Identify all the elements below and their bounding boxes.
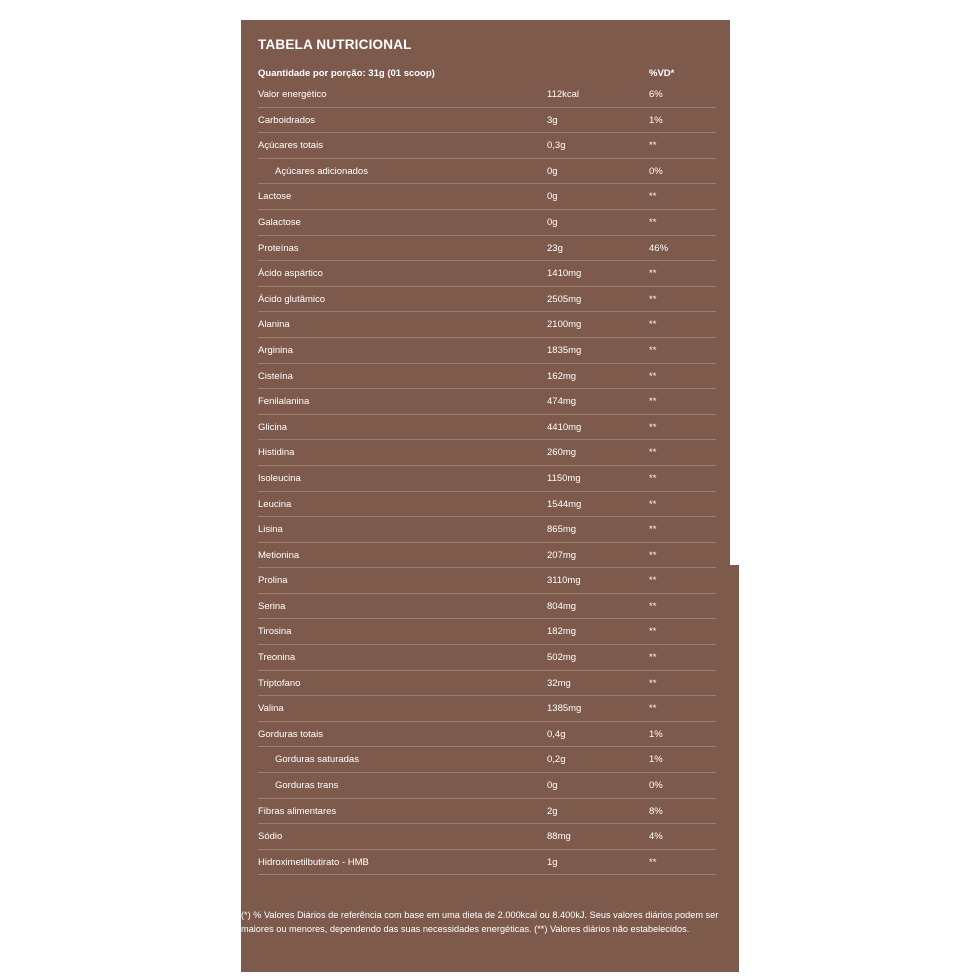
nutrient-name: Valina [258, 703, 284, 715]
table-row [258, 799, 716, 825]
table-row [258, 747, 716, 773]
nutrient-vd: ** [649, 370, 657, 382]
nutrient-name: Triptofano [258, 677, 301, 689]
table-row [258, 619, 716, 645]
nutrient-vd: ** [649, 140, 657, 152]
nutrient-name: Isoleucina [258, 472, 301, 484]
nutrient-vd: ** [649, 856, 657, 868]
nutrient-amount: 0g [547, 216, 558, 228]
nutrient-vd: ** [649, 396, 657, 408]
vd-header: %VD* [649, 68, 675, 79]
nutrient-name: Valor energético [258, 89, 327, 100]
nutrient-amount: 182mg [547, 626, 577, 638]
table-row [258, 824, 716, 850]
nutrient-amount: 207mg [547, 549, 577, 561]
nutrient-vd: ** [649, 703, 657, 715]
nutrient-name: Carboidrados [258, 114, 316, 126]
nutrient-amount: 1544mg [547, 498, 582, 510]
table-row [258, 492, 716, 518]
nutrient-name: Prolina [258, 575, 288, 587]
nutrient-name: Glicina [258, 421, 288, 433]
table-row [258, 364, 716, 390]
nutrient-vd: 1% [649, 754, 663, 766]
nutrient-name: Lisina [258, 524, 283, 536]
nutrient-name: Leucina [258, 498, 292, 510]
nutrient-amount: 804mg [547, 600, 577, 612]
table-row [258, 133, 716, 159]
nutrient-amount: 4410mg [547, 421, 582, 433]
nutrient-amount: 474mg [547, 396, 577, 408]
table-row [258, 543, 716, 569]
table-row [258, 210, 716, 236]
table-row [258, 645, 716, 671]
nutrient-amount: 23g [547, 242, 563, 254]
nutrient-vd: ** [649, 652, 657, 664]
table-row [258, 722, 716, 748]
nutrition-panel [241, 20, 730, 972]
nutrient-vd: ** [649, 575, 657, 587]
nutrient-amount: 88mg [547, 831, 571, 843]
table-row [258, 568, 716, 594]
nutrient-name: Proteínas [258, 242, 299, 254]
table-row [258, 517, 716, 543]
nutrient-amount: 2505mg [547, 293, 582, 305]
table-header-row [258, 68, 716, 82]
nutrient-name: Gorduras trans [275, 780, 339, 792]
nutrient-amount: 865mg [547, 524, 577, 536]
portion-header: Quantidade por porção: 31g (01 scoop) [258, 68, 435, 79]
table-row [258, 261, 716, 287]
nutrition-rows [258, 82, 716, 875]
nutrient-amount: 1835mg [547, 344, 582, 356]
nutrient-vd: ** [649, 472, 657, 484]
nutrient-name: Ácido glutâmico [258, 293, 326, 305]
table-row [258, 184, 716, 210]
table-row [258, 236, 716, 262]
nutrient-amount: 0g [547, 165, 558, 177]
nutrient-name: Açúcares adicionados [275, 165, 368, 177]
nutrient-amount: 0,2g [547, 754, 566, 766]
nutrient-name: Serina [258, 600, 286, 612]
nutrient-name: Alanina [258, 319, 290, 331]
table-title: TABELA NUTRICIONAL [258, 37, 412, 52]
nutrient-amount: 1150mg [547, 472, 581, 484]
nutrient-amount: 1385mg [547, 703, 582, 715]
nutrient-name: Tirosina [258, 626, 292, 638]
nutrient-name: Hidroximetilbutirato - HMB [258, 856, 369, 868]
nutrient-vd: ** [649, 421, 657, 433]
nutrient-vd: ** [649, 524, 657, 536]
footnote: (*) % Valores Diários de referência com base em uma dieta de 2.000kcal ou 8.400kJ. Seus valores diários podem ser maiores ou menores, dependendo das suas necessidades energéticas. (**) Valores diários não estabelecidos. [241, 910, 719, 934]
nutrient-vd: 0% [649, 780, 663, 792]
nutrient-name: Gorduras saturadas [275, 754, 359, 766]
nutrient-amount: 112kcal [547, 89, 580, 100]
nutrient-name: Histidina [258, 447, 295, 459]
nutrient-vd: ** [649, 191, 657, 203]
nutrient-amount: 0,3g [547, 140, 566, 152]
nutrient-vd: ** [649, 677, 657, 689]
table-row [258, 850, 716, 876]
nutrient-amount: 1410mg [547, 268, 582, 280]
nutrient-name: Fibras alimentares [258, 805, 337, 817]
table-row [258, 671, 716, 697]
nutrient-amount: 260mg [547, 447, 577, 459]
table-row [258, 696, 716, 722]
nutrient-name: Ácido aspártico [258, 268, 323, 280]
nutrient-vd: 1% [649, 114, 663, 126]
nutrient-vd: ** [649, 344, 657, 356]
table-row [258, 159, 716, 185]
nutrient-name: Cisteína [258, 370, 293, 382]
nutrient-vd: ** [649, 216, 657, 228]
nutrient-vd: ** [649, 549, 657, 561]
nutrient-name: Açúcares totais [258, 140, 323, 152]
nutrient-amount: 502mg [547, 652, 577, 664]
nutrient-vd: 1% [649, 728, 663, 740]
nutrient-vd: ** [649, 626, 657, 638]
table-row [258, 773, 716, 799]
nutrient-name: Treonina [258, 652, 296, 664]
nutrient-amount: 1g [547, 856, 558, 868]
table-row [258, 440, 716, 466]
nutrient-name: Gorduras totais [258, 728, 323, 740]
nutrient-amount: 0g [547, 780, 558, 792]
nutrient-vd: ** [649, 498, 657, 510]
nutrient-name: Fenilalanina [258, 396, 310, 408]
nutrient-name: Sódio [258, 831, 283, 843]
nutrient-amount: 0g [547, 191, 558, 203]
table-row [258, 389, 716, 415]
nutrient-vd: ** [649, 447, 657, 459]
nutrient-amount: 0,4g [547, 728, 566, 740]
table-row [258, 108, 716, 134]
nutrient-amount: 3g [547, 114, 558, 126]
nutrient-vd: 0% [649, 165, 663, 177]
nutrient-amount: 32mg [547, 677, 571, 689]
table-row [258, 312, 716, 338]
nutrient-vd: ** [649, 268, 657, 280]
nutrient-vd: ** [649, 293, 657, 305]
table-row [258, 594, 716, 620]
table-row [258, 415, 716, 441]
nutrient-vd: 6% [649, 89, 663, 100]
nutrient-vd: 8% [649, 805, 663, 817]
nutrient-vd: 4% [649, 831, 663, 843]
nutrient-name: Lactose [258, 191, 292, 203]
nutrient-name: Galactose [258, 216, 301, 228]
nutrient-name: Metionina [258, 549, 300, 561]
nutrient-vd: 46% [649, 242, 669, 254]
table-row [258, 466, 716, 492]
nutrient-amount: 2100mg [547, 319, 582, 331]
nutrient-amount: 2g [547, 805, 558, 817]
table-row [258, 82, 716, 108]
table-row [258, 338, 716, 364]
table-row [258, 287, 716, 313]
nutrient-amount: 162mg [547, 370, 577, 382]
nutrient-vd: ** [649, 600, 657, 612]
nutrient-vd: ** [649, 319, 657, 331]
nutrient-name: Arginina [258, 344, 293, 356]
nutrient-amount: 3110mg [547, 575, 581, 587]
